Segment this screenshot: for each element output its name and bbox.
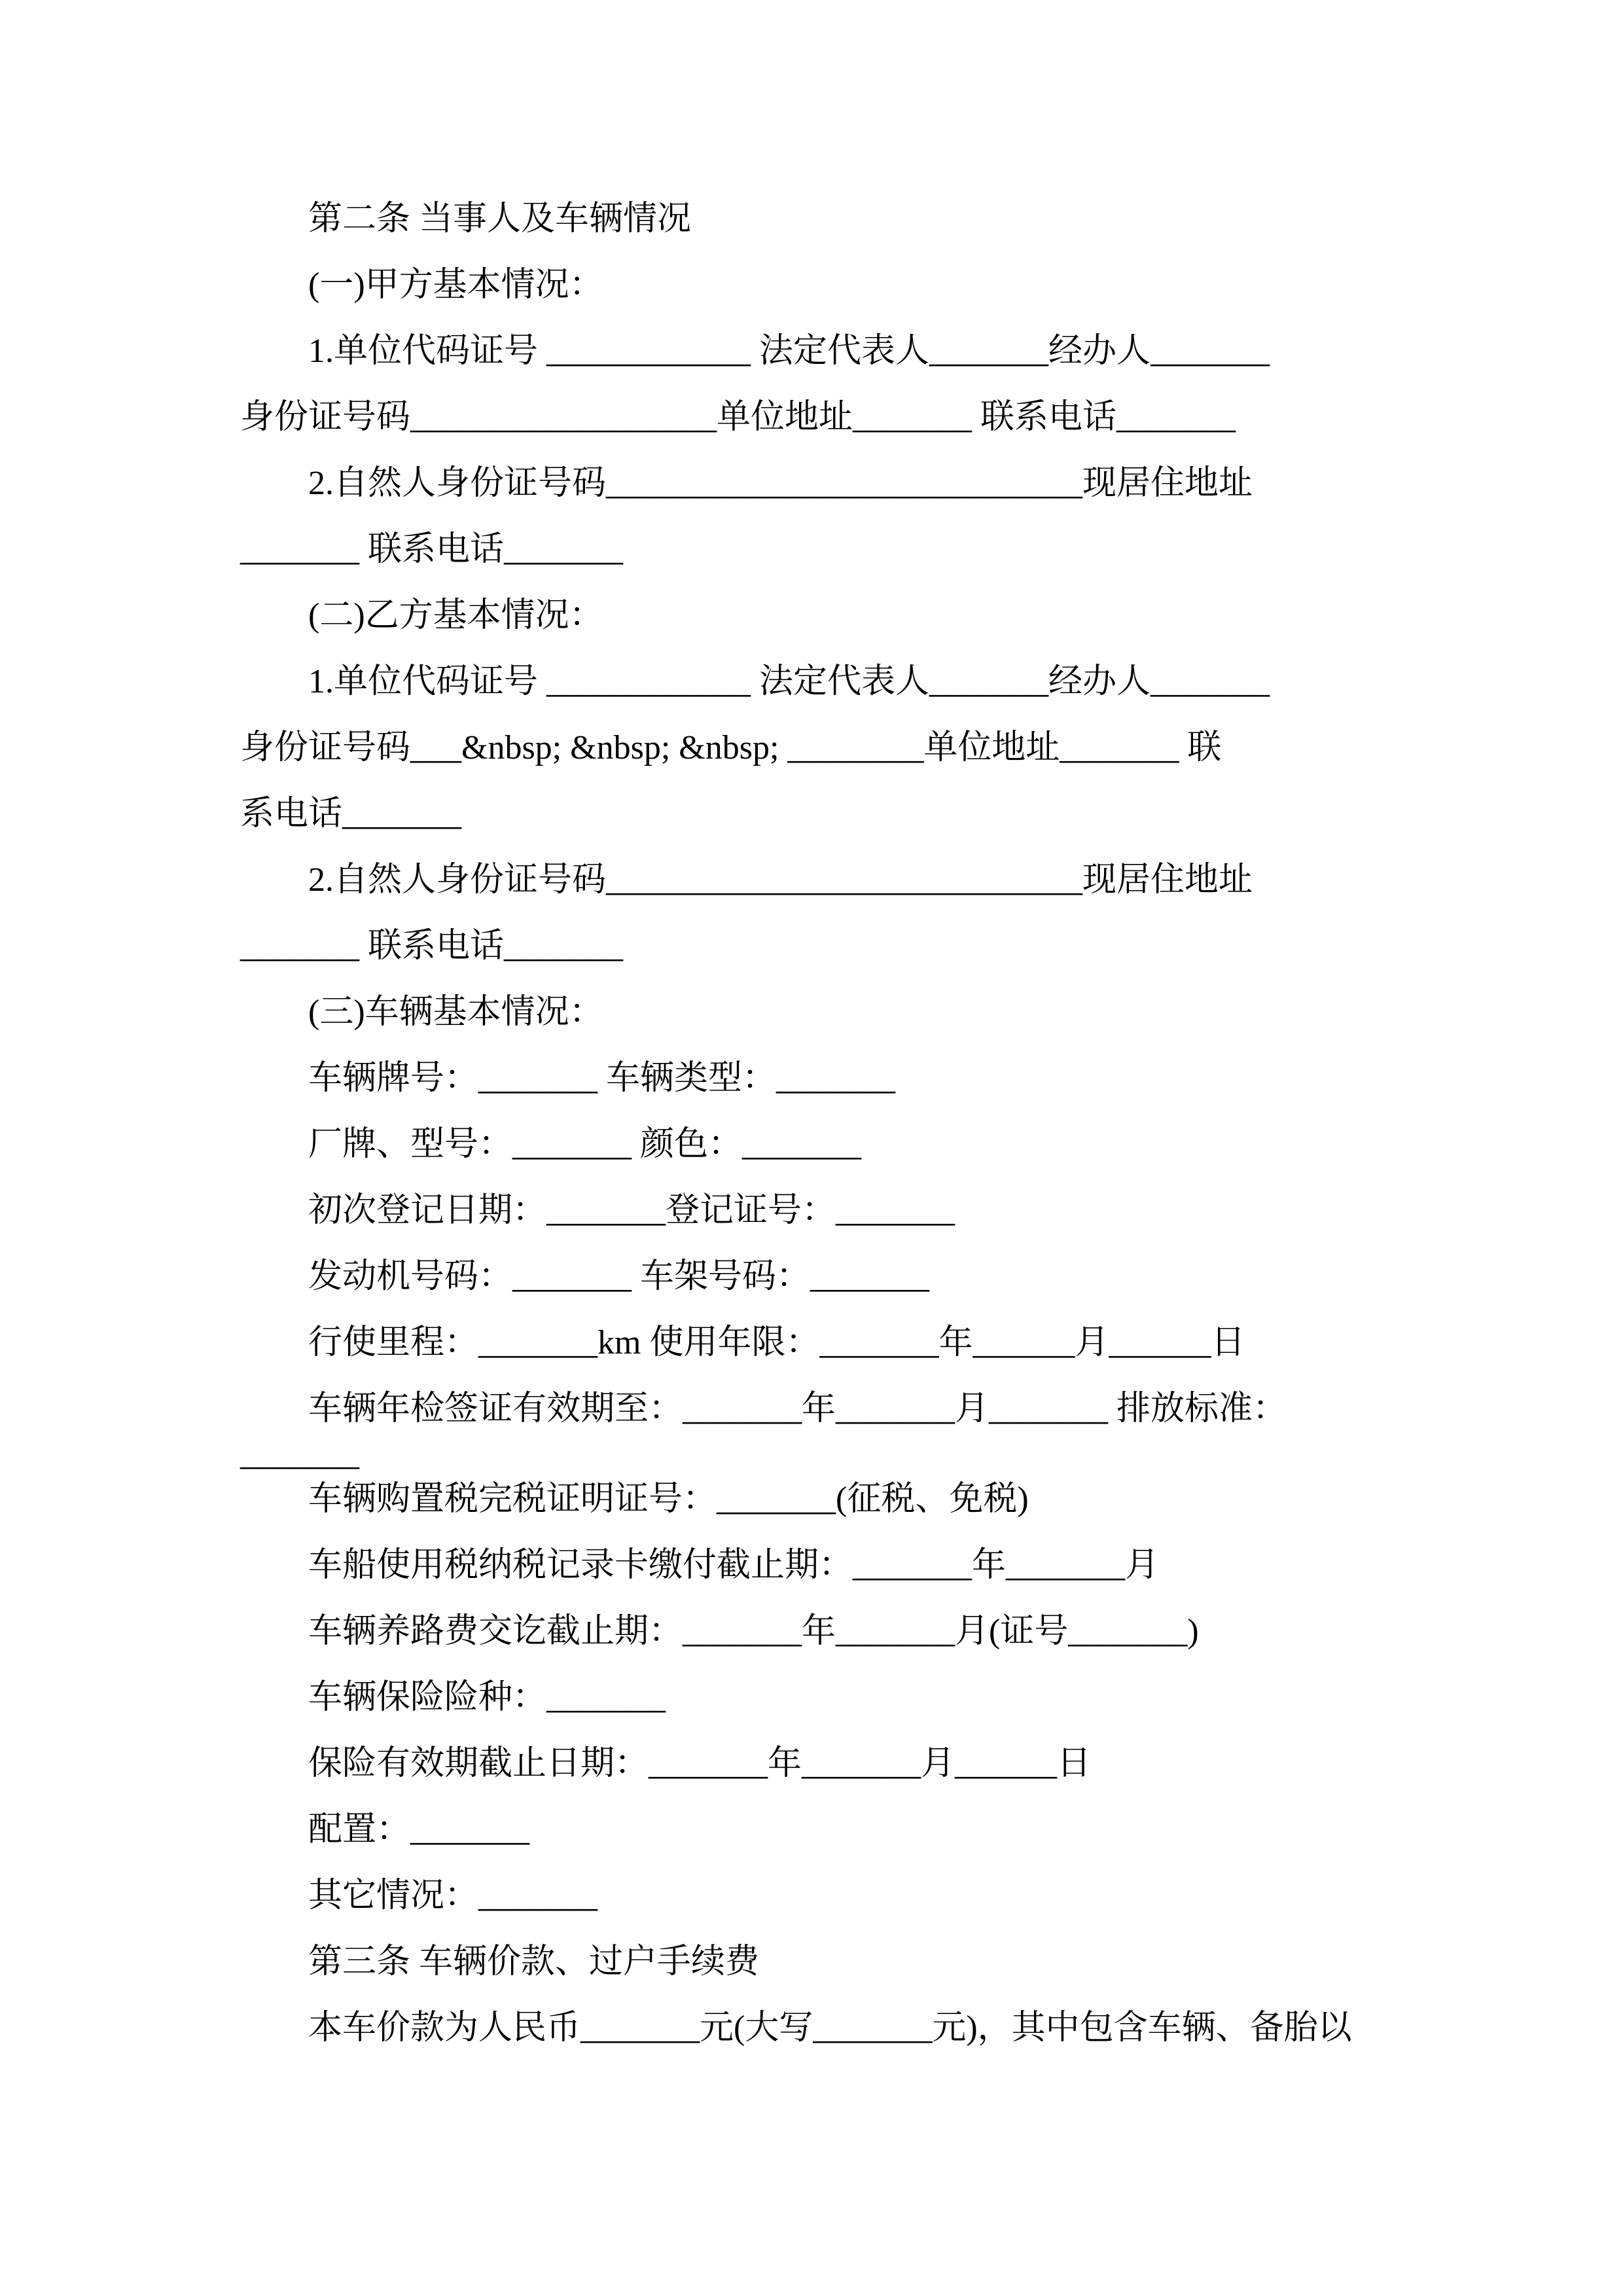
price-line: 本车价款为人民币_______元(大写_______元)，其中包含车辆、备胎以 [308,2009,1352,2047]
party-a-person-line-cont: _______ 联系电话_______ [240,531,624,568]
road-fee-line: 车辆养路费交讫截止期：_______年_______月(证号_______) [308,1613,1199,1650]
article-2-heading: 第二条 当事人及车辆情况 [308,200,692,238]
plate-and-type-line: 车辆牌号：_______ 车辆类型：_______ [308,1060,896,1097]
party-b-person-line-cont: _______ 联系电话_______ [240,927,624,965]
brand-and-color-line: 厂牌、型号：_______ 颜色：_______ [308,1126,862,1163]
insurance-type-line: 车辆保险险种：_______ [308,1679,666,1716]
party-a-org-line-cont: 身份证号码__________________单位地址_______ 联系电话_______ [240,399,1236,436]
party-b-heading: (二)乙方基本情况： [308,597,603,634]
configuration-line: 配置：_______ [308,1811,530,1848]
purchase-tax-line: 车辆购置税完税证明证号：_______(征税、免税) [308,1480,1029,1518]
party-b-person-line: 2.自然人身份证号码____________________________现居住地址 [308,861,1253,899]
document-body [240,186,1383,2061]
mileage-and-years-line: 行使里程：_______km 使用年限：_______年______月______日 [308,1324,1245,1361]
vehicle-info-heading: (三)车辆基本情况： [308,994,603,1031]
party-a-person-line: 2.自然人身份证号码____________________________现居住地址 [308,465,1253,502]
article-3-heading: 第三条 车辆价款、过户手续费 [308,1943,760,1981]
inspection-emission-line: 车辆年检签证有效期至：_______年_______月_______ 排放标准： [308,1390,1287,1427]
party-b-org-line: 1.单位代码证号 ____________ 法定代表人_______经办人_______ [308,663,1270,700]
registration-line: 初次登记日期：_______登记证号：_______ [308,1192,955,1229]
party-a-heading: (一)甲方基本情况： [308,266,603,304]
vehicle-vessel-tax-line: 车船使用税纳税记录卡缴付截止期：_______年_______月 [308,1547,1160,1584]
other-info-line: 其它情况：_______ [308,1877,598,1914]
party-a-org-line: 1.单位代码证号 ____________ 法定代表人_______经办人_______ [308,332,1270,370]
party-b-org-line-cont-1: 身份证号码___&nbsp; &nbsp; &nbsp; ________单位地址_______ 联 [240,729,1222,766]
insurance-expiry-line: 保险有效期截止日期：_______年_______月______日 [308,1745,1092,1782]
party-b-org-line-cont-2: 系电话_______ [240,795,462,833]
emission-blank-line: _______ [240,1435,359,1473]
engine-and-frame-line: 发动机号码：_______ 车架号码：_______ [308,1258,930,1295]
